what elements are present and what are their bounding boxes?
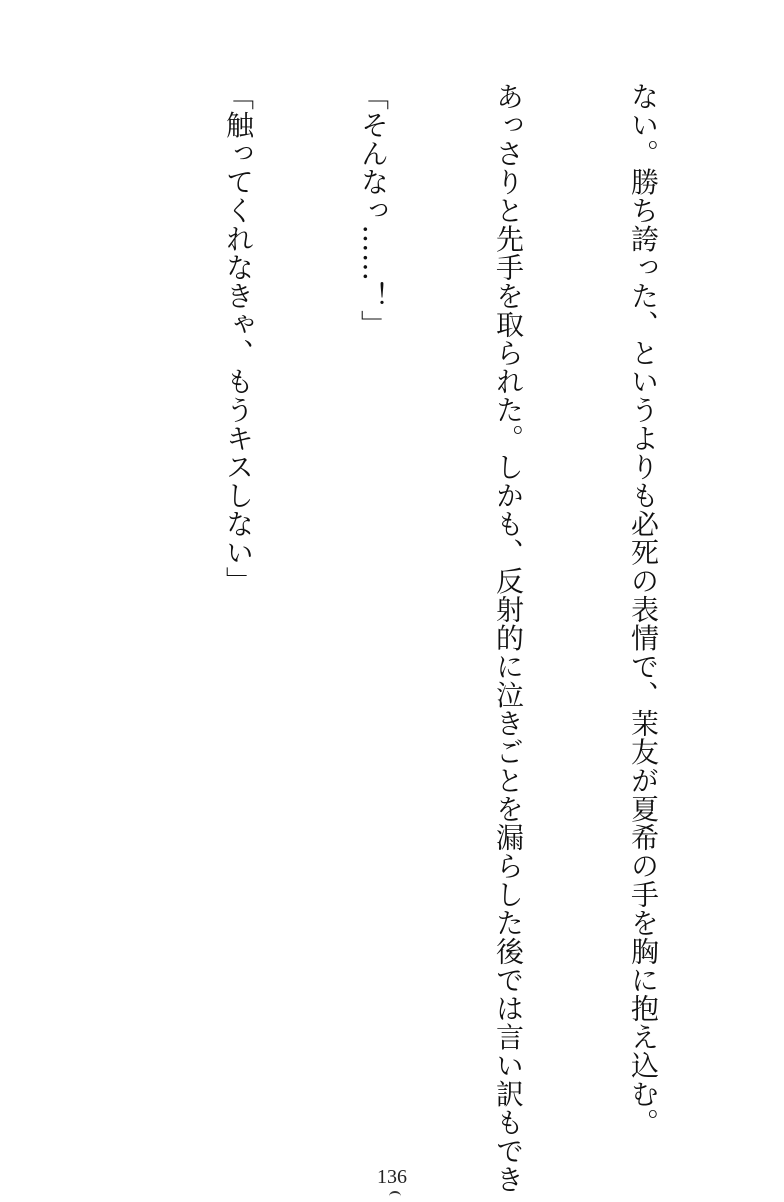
text-line: あっさりと先手を取られた。しかも、反射的に泣きごとを漏らした後では言い訳もでき xyxy=(492,82,525,1194)
page-mark-icon xyxy=(389,1191,401,1202)
text-line: ない。勝ち誇った、というよりも必死の表情で、茉友が夏希の手を胸に抱え込む。 xyxy=(627,82,660,1137)
text-line: 「そんなっ……！」 xyxy=(357,82,390,339)
page-number: 136 xyxy=(377,1166,407,1188)
text-line: 「触ってくれなきゃ、もうキスしない」 xyxy=(222,82,255,595)
